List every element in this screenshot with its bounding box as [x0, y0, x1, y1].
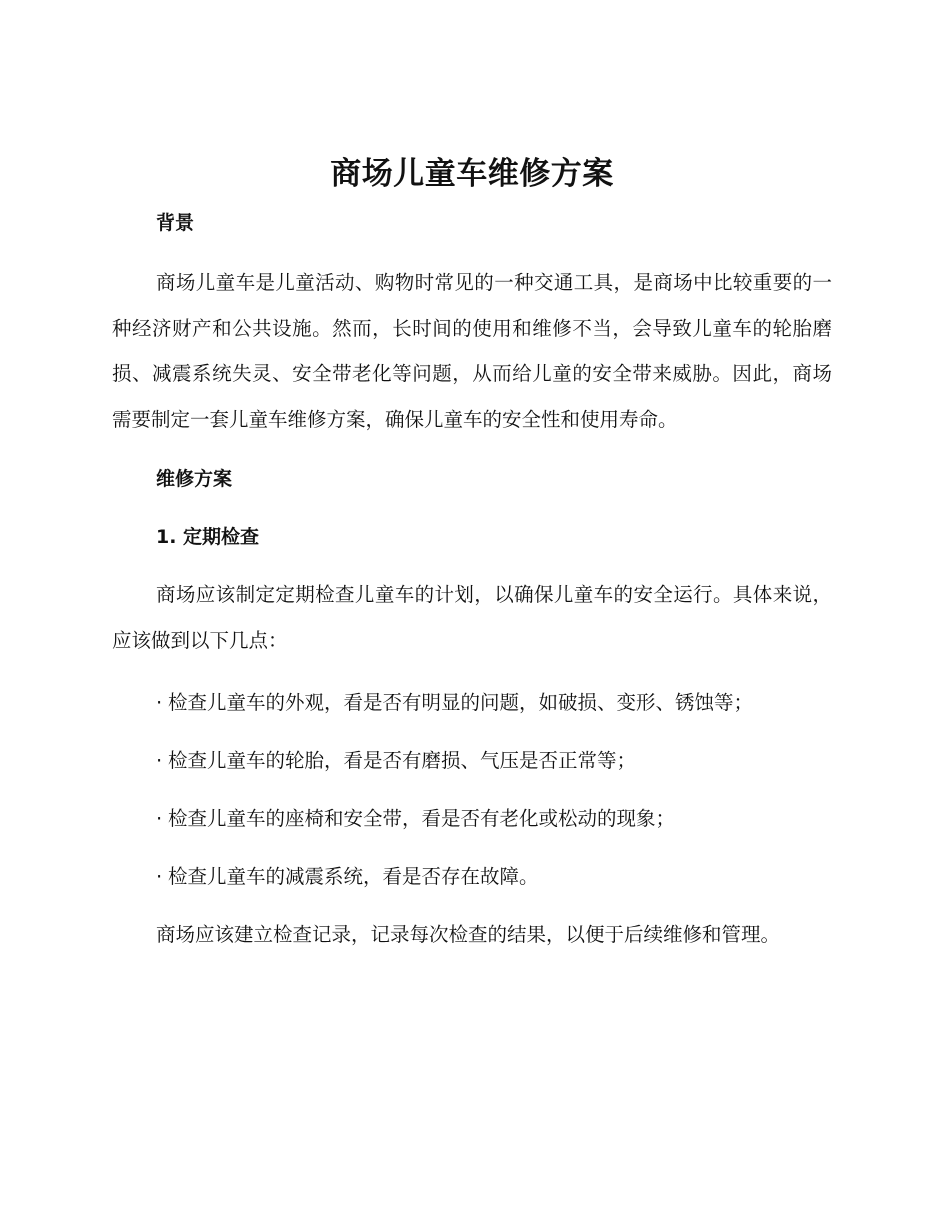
- inspection-intro-paragraph: 商场应该制定定期检查儿童车的计划，以确保儿童车的安全运行。具体来说，应该做到以下几点：: [112, 583, 832, 652]
- subsection-heading-regular-inspection: 1. 定期检查: [156, 526, 260, 548]
- checklist-item: [112, 862, 832, 892]
- bullet-dot-icon: ·: [156, 691, 163, 714]
- section-heading-plan: 维修方案: [156, 468, 233, 490]
- checklist-item: [112, 804, 832, 834]
- background-paragraph: 商场儿童车是儿童活动、购物时常见的一种交通工具，是商场中比较重要的一种经济财产和公共设施。然而，长时间的使用和维修不当，会导致儿童车的轮胎磨损、减震系统失灵、安全带老化等问题，从而给儿童的安全带来威胁。因此，商场需要制定一套儿童车维修方案，确保儿童车的安全性和使用寿命。: [112, 271, 832, 431]
- bullet-dot-icon: ·: [156, 749, 163, 772]
- checklist-item-text: 检查儿童车的减震系统，看是否存在故障。: [168, 865, 539, 888]
- checklist-item: [112, 688, 832, 718]
- bullet-dot-icon: ·: [156, 865, 163, 888]
- checklist-item-text: 检查儿童车的座椅和安全带，看是否有老化或松动的现象；: [168, 807, 676, 830]
- document-title: 商场儿童车维修方案: [330, 156, 614, 192]
- bullet-dot-icon: ·: [156, 807, 163, 830]
- checklist-item-text: 检查儿童车的外观，看是否有明显的问题，如破损、变形、锈蚀等；: [168, 691, 754, 714]
- checklist-item-text: 检查儿童车的轮胎，看是否有磨损、气压是否正常等；: [168, 749, 637, 772]
- inspection-checklist: [112, 688, 832, 892]
- document-content: [112, 150, 832, 958]
- checklist-item: [112, 746, 832, 776]
- inspection-records-paragraph: 商场应该建立检查记录，记录每次检查的结果，以便于后续维修和管理。: [156, 923, 781, 946]
- section-heading-background: 背景: [156, 212, 195, 234]
